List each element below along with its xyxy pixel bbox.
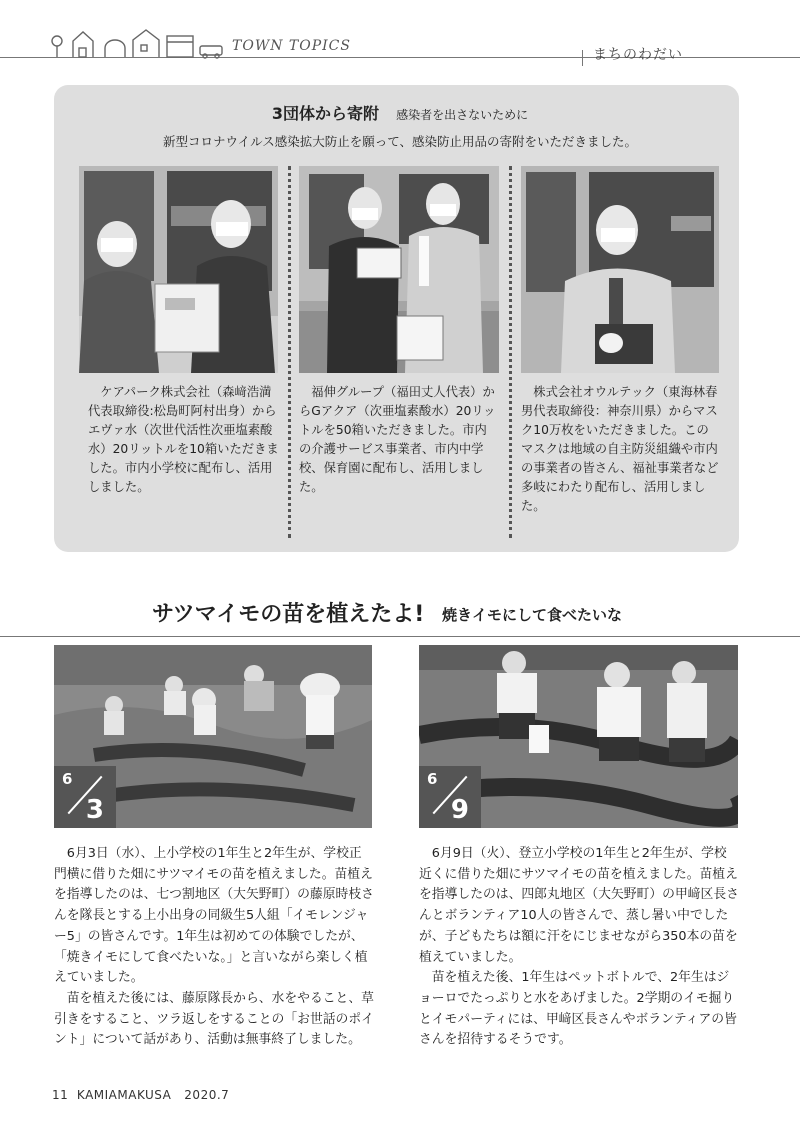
column-divider bbox=[509, 166, 512, 538]
column-divider bbox=[288, 166, 291, 538]
sweet-potato-subtitle: 焼きイモにして食べたいな bbox=[442, 606, 623, 624]
donation-photo-3 bbox=[521, 166, 719, 373]
article-paragraph: 苗を植えた後、1年生はペットボトルで、2年生はジョーロでたっぷりと水をあげました。2学期のイモ掘りとイモパーティには、甲﨑区長さんやボランティアの皆さんを招待するそうです。 bbox=[419, 970, 737, 1048]
article-paragraph: 苗を植えた後には、藤原隊長から、水をやること、草引きをすること、ツラ返しをすることの「お世話のポイント」について話があり、活動は無事終了しました。 bbox=[54, 990, 374, 1048]
planting-article-june-3 bbox=[54, 844, 374, 1051]
date-month: 6 bbox=[427, 770, 438, 788]
donation-photo-1 bbox=[79, 166, 278, 373]
planting-article-june-9 bbox=[419, 844, 739, 1051]
header-tick bbox=[582, 50, 583, 66]
donation-caption-2: 福伸グループ（福田丈人代表）からGアクア（次亜塩素酸水）20リットルを50箱いただきました。市内の介護サービス事業者、市内中学校、保育園に配布し、活用しました。 bbox=[299, 385, 496, 494]
date-month: 6 bbox=[62, 770, 73, 788]
sweet-potato-rule bbox=[0, 636, 800, 637]
article-paragraph: 6月3日（水）、上小学校の1年生と2年生が、学校正門横に借りた畑にサツマイモの苗を植えました。苗植えを指導したのは、七つ割地区（大矢野町）の藤原時枝さんを隊長とする上小出身の同級生5人組「イモレンジャー5」の皆さんです。1年生は初めての体験でしたが、「焼きイモにして食べたいな。」と言いながら楽しく植えていました。 bbox=[54, 846, 374, 986]
donation-caption-1: ケアパーク株式会社（森﨑浩満代表取締役:松島町阿村出身）からエヴァ水（次世代活性次亜塩素酸水）20リットルを10箱いただきました。市内小学校に配布し、活用しました。 bbox=[88, 385, 279, 494]
donation-title: 3団体から寄附 bbox=[271, 104, 380, 123]
donation-subtitle: 感染者を出さないために bbox=[396, 108, 529, 122]
date-badge-june-3 bbox=[54, 766, 116, 828]
issue-date: 2020.7 bbox=[184, 1088, 230, 1102]
date-day: 9 bbox=[450, 795, 469, 825]
donation-lead: 新型コロナウイルス感染拡大防止を願って、感染防止用品の寄附をいただきました。 bbox=[162, 134, 637, 149]
donation-caption-3: 株式会社オウルテック（東海林春男代表取締役：神奈川県）からマスク10万枚をいただきました。このマスクは地域の自主防災組織や市内の事業者の皆さん、福祉事業者など多岐にわたり配布し、活用しました。 bbox=[521, 385, 719, 513]
page-footer bbox=[52, 1088, 229, 1102]
sweet-potato-title: サツマイモの苗を植えたよ! bbox=[152, 602, 425, 627]
date-badge-june-9 bbox=[419, 766, 481, 828]
section-title-en: TOWN TOPICS bbox=[232, 38, 351, 54]
magazine-name: KAMIAMAKUSA bbox=[76, 1088, 172, 1102]
section-title-ja: まちのわだい bbox=[593, 47, 683, 63]
date-day: 3 bbox=[85, 795, 104, 825]
page-number: 11 bbox=[52, 1088, 69, 1102]
donation-photo-2 bbox=[299, 166, 499, 373]
article-paragraph: 6月9日（火）、登立小学校の1年生と2年生が、学校近くに借りた畑にサツマイモの苗を植えました。苗植えを指導したのは、四郎丸地区（大矢野町）の甲﨑区長さんとボランティア10人の皆さんで、蒸し暑い中でしたが、子どもたちは額に汗をにじませながら350本の苗を植えていました。 bbox=[419, 846, 739, 965]
town-houses-icon bbox=[45, 24, 225, 60]
donation-heading bbox=[0, 101, 800, 124]
